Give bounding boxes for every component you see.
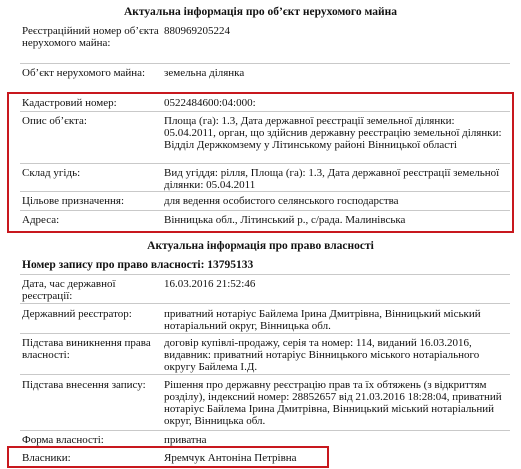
entry-basis-label: Підстава внесення запису: <box>22 379 146 391</box>
ownership-basis-value: договір купівлі-продажу, серія та номер: 114, виданий 16.03.2016, видавник: приватний нотаріус Вінницького міського нотаріального округу Байлема І.Д. <box>164 337 480 373</box>
divider <box>20 274 510 275</box>
cadastral-number-value: 0522484600:04:000: <box>164 97 256 109</box>
divider <box>20 333 510 334</box>
land-composition-value: Вид угіддя: рілля, Площа (га): 1.3, Дата державної реєстрації земельної ділянки: 05.04.2011 <box>164 167 500 191</box>
object-description-value: Площа (га): 1.3, Дата державної реєстрації земельної ділянки: 05.04.2011, орган, що здійснив державну реєстрацію земельної ділянки: Відділ Держкомзему у Літинському районі Вінницької області <box>164 115 502 151</box>
registration-number-value: 880969205224 <box>164 25 230 37</box>
ownership-section-title: Актуальна інформація про право власності <box>147 240 374 252</box>
owners-value: Яремчук Антоніна Петрівна <box>164 452 297 464</box>
registrar-label: Державний реєстратор: <box>22 308 132 320</box>
purpose-label: Цільове призначення: <box>22 195 125 207</box>
ownership-record-number: Номер запису про право власності: 13795133 <box>22 259 254 271</box>
registration-date-value: 16.03.2016 21:52:46 <box>164 278 256 290</box>
object-type-value: земельна ділянка <box>164 67 245 79</box>
registration-number-label: Реєстраційний номер об’єкта нерухомого майна: <box>22 25 159 49</box>
registrar-value: приватний нотаріус Байлема Ірина Дмитрівна, Вінницький міський нотаріальний округ, Вінницька обл. <box>164 308 481 332</box>
address-label: Адреса: <box>22 214 60 226</box>
owners-highlight-frame <box>7 446 329 468</box>
divider <box>20 374 510 375</box>
ownership-form-value: приватна <box>164 434 207 446</box>
cadastral-number-label: Кадастровий номер: <box>22 97 117 109</box>
land-composition-label: Склад угідь: <box>22 167 81 179</box>
divider <box>20 63 510 64</box>
object-section-title: Актуальна інформація про об’єкт нерухомого майна <box>124 6 397 18</box>
purpose-value: для ведення особистого селянського господарства <box>164 195 399 207</box>
divider <box>20 430 510 431</box>
registration-date-label: Дата, час державної реєстрації: <box>22 278 116 302</box>
ownership-basis-label: Підстава виникнення права власності: <box>22 337 151 361</box>
owners-label: Власники: <box>22 452 71 464</box>
object-type-label: Об’єкт нерухомого майна: <box>22 67 146 79</box>
divider <box>20 303 510 304</box>
object-description-label: Опис об’єкта: <box>22 115 87 127</box>
ownership-form-label: Форма власності: <box>22 434 104 446</box>
entry-basis-value: Рішення про державну реєстрацію прав та їх обтяжень (з відкриттям розділу), індексний номер: 28852657 від 21.03.2016 18:28:04, приватний нотаріус Байлема Ірина Дмитрівна, Вінницький міський нотаріальний округ, Вінницька обл. <box>164 379 502 427</box>
object-highlight-frame <box>7 92 514 233</box>
address-value: Вінницька обл., Літинський р., с/рада. Малинівська <box>164 214 406 226</box>
